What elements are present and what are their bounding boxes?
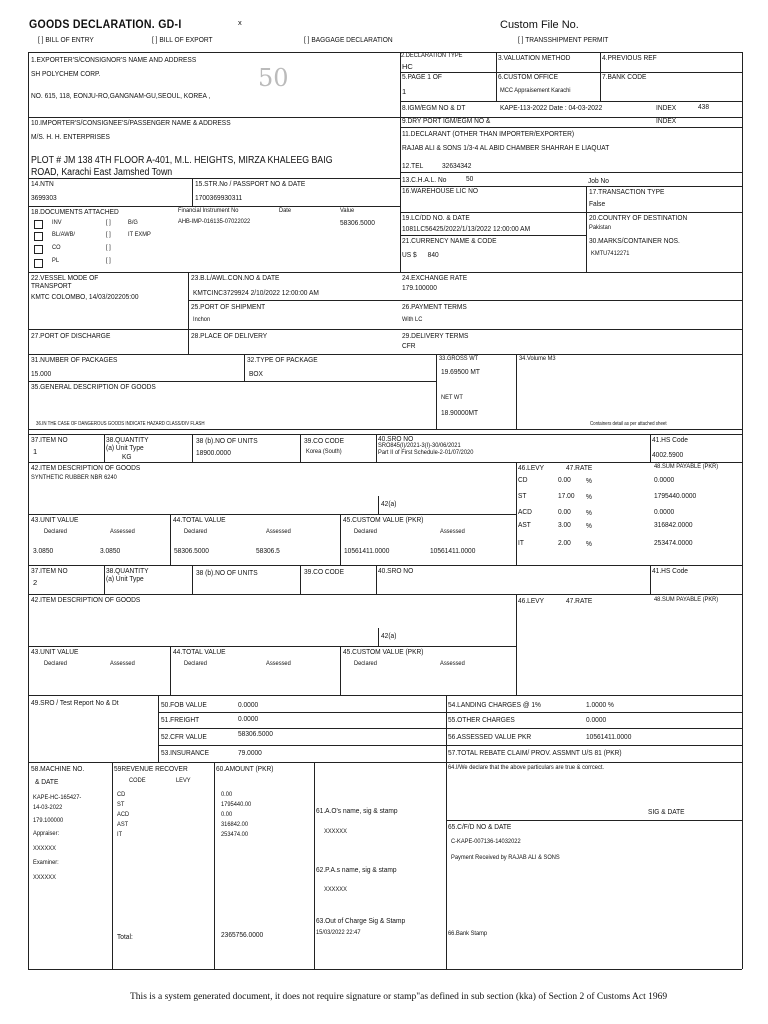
levy-pct: % — [586, 492, 592, 501]
item1-units-value: 18900.0000 — [196, 448, 231, 457]
revenue-amount: 253474.00 — [221, 831, 249, 838]
vessel-label: 22.VESSEL MODE OF TRANSPORT — [31, 273, 99, 290]
fin-date-label: Date — [279, 207, 292, 214]
containers-note: Containers detail as per attached sheet — [590, 421, 667, 427]
levy-sum: 0.0000 — [654, 475, 675, 484]
chal-label: 13.C.H.A.L. No — [402, 175, 447, 184]
item2-tv-assessed-label: Assessed — [266, 660, 291, 667]
revenue-code: ACD — [117, 811, 130, 818]
cfr-label: 52.CFR VALUE — [161, 732, 207, 741]
item1-item-no-value: 1 — [33, 447, 38, 456]
delivery-terms-label: 29.DELIVERY TERMS — [402, 331, 469, 340]
form-title: GOODS DECLARATION. GD-I — [29, 17, 182, 31]
page-of-value: 1 — [402, 87, 407, 96]
item1-quantity-label: 38.QUANTITY — [106, 435, 149, 444]
item2-item-no-value: 2 — [33, 578, 38, 587]
gross-weight-value: 19.69500 MT — [441, 367, 480, 376]
item1-unit-type-label: (a) Unit Type — [106, 443, 144, 452]
importer-address-line2: ROAD, Karachi East Jamshed Town — [31, 167, 173, 178]
fin-value: 58306.5000 — [340, 218, 375, 227]
custom-office-value: MCC Appraisement Karachi — [500, 87, 571, 94]
freight-value: 0.0000 — [238, 714, 259, 723]
revenue-code-label: CODE — [129, 777, 146, 784]
declarant-value: RAJAB ALI & SONS 1/3-4 AL ABID CHAMBER SHAHRAH E LIAQUAT — [402, 143, 610, 152]
sro-test-label: 49.SRO / Test Report No & Dt — [31, 698, 119, 707]
bl-label: 23.B.L/AWL.CON.NO & DATE — [191, 273, 280, 282]
item1-desc-value: SYNTHETIC RUBBER NBR 6240 — [31, 474, 117, 481]
item1-co-value: Korea (South) — [306, 448, 342, 455]
transaction-type-label: 17.TRANSACTION TYPE — [589, 187, 665, 196]
bill-of-export-option[interactable]: [ ] BILL OF EXPORT — [152, 35, 213, 44]
co-checkbox[interactable] — [34, 245, 43, 254]
transshipment-permit-option[interactable]: [ ] TRANSSHIPMENT PERMIT — [518, 35, 609, 44]
amount-label: 60.AMOUNT (PKR) — [216, 764, 274, 773]
levy-pct: % — [586, 539, 592, 548]
assessed-value-label: 56.ASSESSED VALUE PKR — [448, 732, 532, 741]
item2-cv-declared-label: Declared — [354, 660, 377, 667]
fin-instrument-no: AHB-IMP-016135-07022022 — [178, 218, 251, 225]
levy-pct: % — [586, 521, 592, 530]
revenue-code: IT — [117, 831, 123, 838]
item2-uv-assessed-label: Assessed — [110, 660, 135, 667]
machine-no-label: 58.MACHINE NO. — [31, 764, 85, 773]
bl-value: KMTCINC3729924 2/10/2022 12:00:00 AM — [193, 288, 319, 297]
levy-code: CD — [518, 475, 528, 484]
custom-office-label: 6.CUSTOM OFFICE — [498, 72, 559, 81]
declaration-type-label: 2.DECLARATION TYPE — [401, 52, 463, 59]
item1-cv-assessed: 10561411.0000 — [430, 546, 476, 555]
levy-rate: 3.00 — [558, 520, 571, 529]
country-dest-value: Pakistan — [589, 224, 611, 231]
importer-address-line1: PLOT # JM 138 4TH FLOOR A-401, M.L. HEIGHTS, MIRZA KHALEEG BAIG — [31, 155, 333, 166]
levy-sum: 316842.0000 — [654, 520, 693, 529]
revenue-levy-label: LEVY — [176, 777, 191, 784]
levy-code: AST — [518, 520, 531, 529]
igm-value: KAPE-113-2022 Date : 04-03-2022 — [500, 103, 603, 112]
lc-label: 19.LC/DD NO. & DATE — [402, 213, 470, 222]
fob-value: 0.0000 — [238, 700, 259, 709]
chal-value: 50 — [466, 174, 474, 183]
item1-co-label: 39.CO CODE — [304, 436, 344, 445]
payment-terms-value: With LC — [402, 316, 423, 323]
examiner-value: XXXXXX — [33, 874, 56, 881]
currency-value: US $ 840 — [402, 250, 439, 259]
item2-desc-label: 42.ITEM DESCRIPTION OF GOODS — [31, 595, 141, 604]
freight-label: 51.FREIGHT — [161, 715, 200, 724]
item1-uv-assessed-label: Assessed — [110, 528, 135, 535]
pl-checkbox[interactable] — [34, 259, 43, 268]
levy-rate: 0.00 — [558, 475, 571, 484]
revenue-code: ST — [117, 801, 125, 808]
gross-weight-label: 33.GROSS WT — [439, 355, 479, 362]
item2-42a-label: 42(a) — [381, 631, 397, 640]
item2-uv-declared-label: Declared — [44, 660, 67, 667]
baggage-declaration-option[interactable]: [ ] BAGGAGE DECLARATION — [304, 35, 393, 44]
item1-custom-value-label: 45.CUSTOM VALUE (PKR) — [343, 515, 424, 524]
item1-levy-label: 46.LEVY — [518, 463, 545, 472]
item2-hs-label: 41.HS Code — [652, 566, 688, 575]
bank-code-label: 7.BANK CODE — [602, 72, 647, 81]
levy-sum: 1795440.0000 — [654, 491, 697, 500]
port-shipment-value: Inchon — [193, 316, 211, 323]
item1-tv-declared-label: Declared — [184, 528, 207, 535]
dry-port-label: 9.DRY PORT IGM/EGM NO & — [402, 116, 491, 125]
landing-charges-value: 1.0000 % — [586, 700, 614, 709]
country-dest-label: 20.COUNTRY OF DESTINATION — [589, 213, 688, 222]
levy-sum: 253474.0000 — [654, 538, 693, 547]
exporter-address: NO. 615, 118, EONJU-RO,GANGNAM-GU,SEOUL, KOREA , — [31, 91, 211, 100]
hazard-note: 36.IN THE CASE OF DANGEROUS GOODS INDICATE HAZARD CLASS/DIV FLASH — [36, 421, 205, 427]
item2-tv-declared-label: Declared — [184, 660, 207, 667]
igm-index-value: 438 — [698, 102, 710, 111]
examiner-label: Examiner: — [33, 859, 59, 866]
doc-co-label: CO — [52, 244, 61, 251]
revenue-amount: 316842.00 — [221, 821, 249, 828]
sig-date-label: SIG & DATE — [648, 807, 685, 816]
item2-item-no-label: 37.ITEM NO — [31, 566, 68, 575]
tel-label: 12.TEL — [402, 161, 424, 170]
doc-bl-note: IT EXMP — [128, 231, 151, 238]
dry-port-index-label: INDEX — [656, 116, 677, 125]
item1-cv-assessed-label: Assessed — [440, 528, 465, 535]
item1-cv-declared-label: Declared — [354, 528, 377, 535]
payment-terms-label: 26.PAYMENT TERMS — [402, 302, 467, 311]
documents-label: 18.DOCUMENTS ATTACHED — [31, 207, 119, 216]
importer-label: 10.IMPORTER'S/CONSIGNEE'S/PASSENGER NAME & ADDRESS — [31, 118, 231, 127]
revenue-code: CD — [117, 791, 126, 798]
bank-stamp-label: 66.Bank Stamp — [448, 930, 488, 937]
inv-checkbox[interactable] — [34, 220, 43, 229]
exchange-rate-value: 179.100000 — [402, 283, 437, 292]
place-delivery-label: 28.PLACE OF DELIVERY — [191, 331, 268, 340]
item1-hs-value: 4002.5900 — [652, 450, 684, 459]
stamp-number: 50 — [258, 64, 289, 92]
port-shipment-label: 25.PORT OF SHIPMENT — [191, 302, 266, 311]
item1-unit-type-value: KG — [122, 452, 132, 461]
pa-value: XXXXXX — [324, 886, 347, 893]
revenue-amount: 0.00 — [221, 791, 233, 798]
x-mark: x — [238, 18, 242, 27]
job-no-label: Job No — [588, 176, 609, 185]
levy-pct: % — [586, 476, 592, 485]
levy-code: ACD — [518, 507, 532, 516]
transaction-type-value: False — [589, 199, 606, 208]
tel-value: 32634342 — [442, 161, 472, 170]
ntn-label: 14.NTN — [31, 179, 54, 188]
doc-inv-label: INV — [52, 219, 62, 226]
landing-charges-label: 54.LANDING CHARGES @ 1% — [448, 700, 541, 709]
assessed-value: 10561411.0000 — [586, 732, 632, 741]
other-charges-value: 0.0000 — [586, 715, 607, 724]
insurance-label: 53.INSURANCE — [161, 748, 210, 757]
item2-cv-assessed-label: Assessed — [440, 660, 465, 667]
bill-of-entry-option[interactable]: [ ] BILL OF ENTRY — [38, 35, 94, 44]
importer-name: M/S. H. H. ENTERPRISES — [31, 132, 110, 141]
cfd-label: 65.C/F/D NO & DATE — [448, 822, 512, 831]
ao-value: XXXXXX — [324, 828, 347, 835]
rebate-label: 57.TOTAL REBATE CLAIM/ PROV. ASSMNT U/S 81 (PKR) — [448, 748, 622, 757]
item2-sum-label: 48.SUM PAYABLE (PKR) — [654, 596, 719, 603]
item1-uv-declared: 3.0850 — [33, 546, 54, 555]
item1-tv-assessed: 58306.5 — [256, 546, 280, 555]
levy-sum: 0.0000 — [654, 507, 675, 516]
footer-note: This is a system generated document, it does not require signature or stamp"as defined in sub section (kka) of Section 2 of Customs Act 1969 — [130, 992, 668, 1002]
levy-rate: 0.00 — [558, 507, 571, 516]
item2-units-label: 38 (b).NO OF UNITS — [196, 568, 258, 577]
appraiser-value: XXXXXX — [33, 845, 56, 852]
previous-ref-label: 4.PREVIOUS REF — [602, 53, 657, 62]
ntn-value: 3699303 — [31, 193, 57, 202]
item2-sro-label: 40.SRO NO — [378, 566, 414, 575]
doc-inv-bracket[interactable]: [ ] — [106, 219, 111, 226]
strn-label: 15.STR.No / PASSPORT NO & DATE — [195, 179, 306, 188]
item2-custom-value-label: 45.CUSTOM VALUE (PKR) — [343, 647, 424, 656]
cfd-value: C-KAPE-007136-14032022 — [451, 838, 521, 845]
valuation-method-label: 3.VALUATION METHOD — [498, 53, 571, 62]
item1-tv-assessed-label: Assessed — [266, 528, 291, 535]
item1-unit-value-label: 43.UNIT VALUE — [31, 515, 79, 524]
exporter-name: SH POLYCHEM CORP. — [31, 69, 101, 78]
revenue-amount: 1795440.00 — [221, 801, 252, 808]
fob-label: 50.FOB VALUE — [161, 700, 207, 709]
item1-total-value-label: 44.TOTAL VALUE — [173, 515, 226, 524]
revenue-recover-label: 59REVENUE RECOVER — [114, 764, 188, 773]
item1-hs-label: 41.HS Code — [652, 435, 688, 444]
levy-code: IT — [518, 538, 524, 547]
item1-units-label: 38 (b).NO OF UNITS — [196, 436, 258, 445]
fin-instrument-label: Financial Instrument No — [178, 207, 239, 214]
package-type-value: BOX — [249, 369, 263, 378]
ao-label: 61.A.O's name, sig & stamp — [316, 806, 398, 815]
revenue-code: AST — [117, 821, 129, 828]
item2-total-value-label: 44.TOTAL VALUE — [173, 647, 226, 656]
delivery-terms-value: CFR — [402, 341, 416, 350]
doc-pl-label: PL — [52, 257, 59, 264]
item2-co-label: 39.CO CODE — [304, 567, 344, 576]
item1-desc-label: 42.ITEM DESCRIPTION OF GOODS — [31, 463, 141, 472]
fin-value-label: Value — [340, 207, 355, 214]
payment-received: Payment Received by RAJAB ALI & SONS — [451, 854, 560, 861]
currency-label: 21.CURRENCY NAME & CODE — [402, 236, 497, 245]
net-weight-label: NET WT — [441, 394, 463, 401]
appraiser-label: Appraiser: — [33, 830, 60, 837]
item1-tv-declared: 58306.5000 — [174, 546, 209, 555]
item2-unit-value-label: 43.UNIT VALUE — [31, 647, 79, 656]
pa-label: 62.P.A.s name, sig & stamp — [316, 865, 397, 874]
doc-bl-label: BL/AWB/ — [52, 231, 76, 238]
levy-code: ST — [518, 491, 527, 500]
out-of-charge-value: 15/03/2022 22:47 — [316, 929, 361, 936]
item1-uv-declared-label: Declared — [44, 528, 67, 535]
total-value: 2365756.0000 — [221, 930, 264, 939]
doc-co-bracket[interactable]: [ ] — [106, 244, 111, 251]
doc-bl-bracket[interactable]: [ ] — [106, 231, 111, 238]
lc-value: 1081LC56425/2022/1/13/2022 12:00:00 AM — [402, 224, 531, 233]
net-weight-value: 18.90000MT — [441, 408, 479, 417]
item1-cv-declared: 10561411.0000 — [344, 546, 390, 555]
bl-awb-checkbox[interactable] — [34, 232, 43, 241]
item1-sro-line1: SRO845(I)/2021-3(I)-30/06/2021 — [378, 442, 461, 449]
volume-label: 34.Volume M3 — [519, 355, 556, 362]
strn-value: 1700369930311 — [195, 193, 243, 202]
item1-sum-label: 48.SUM PAYABLE (PKR) — [654, 463, 719, 470]
exchange-rate-label: 24.EXCHANGE RATE — [402, 273, 468, 282]
warehouse-label: 16.WAREHOUSE LIC NO — [402, 186, 479, 195]
item1-rate-label: 47.RATE — [566, 463, 593, 472]
item1-uv-assessed: 3.0850 — [100, 546, 121, 555]
page-of-label: 5.PAGE 1 OF — [402, 72, 442, 81]
levy-pct: % — [586, 508, 592, 517]
vessel-value: KMTC COLOMBO, 14/03/202205:00 — [31, 292, 139, 301]
levy-rate: 17.00 — [558, 491, 575, 500]
item2-rate-label: 47.RATE — [566, 596, 593, 605]
doc-pl-bracket[interactable]: [ ] — [106, 257, 111, 264]
port-discharge-label: 27.PORT OF DISCHARGE — [31, 331, 111, 340]
exporter-label: 1.EXPORTER'S/CONSIGNOR'S NAME AND ADDRESS — [31, 55, 197, 64]
declaration-text: 64.I/We declare that the above particulars are true & corrcect. — [448, 764, 605, 771]
item2-quantity-label: 38.QUANTITY — [106, 566, 149, 575]
item1-sro-label: 40.SRO NO — [378, 434, 414, 443]
item1-sro-line2: Part II of First Schedule-2-01/07/2020 — [378, 449, 474, 456]
machine-date-value: 14-03-2022 — [33, 804, 63, 811]
item2-unit-type-label: (a) Unit Type — [106, 574, 144, 583]
machine-no-value: KAPE-HC-165427- — [33, 794, 82, 801]
insurance-value: 79.0000 — [238, 748, 262, 757]
package-type-label: 32.TYPE OF PACKAGE — [247, 355, 318, 364]
machine-date-label: & DATE — [35, 777, 59, 786]
levy-rate: 2.00 — [558, 538, 571, 547]
other-charges-label: 55.OTHER CHARGES — [448, 715, 515, 724]
num-packages-label: 31.NUMBER OF PACKAGES — [31, 355, 118, 364]
out-of-charge-label: 63.Out of Charge Sig & Stamp — [316, 916, 406, 925]
declaration-type-value: HC — [402, 62, 413, 71]
goods-desc-label: 35.GENERAL DESCRIPTION OF GOODS — [31, 382, 156, 391]
igm-index-label: INDEX — [656, 103, 677, 112]
item2-levy-label: 46.LEVY — [518, 596, 545, 605]
item1-item-no-label: 37.ITEM NO — [31, 435, 68, 444]
revenue-amount: 0.00 — [221, 811, 233, 818]
item1-42a-label: 42(a) — [381, 499, 397, 508]
doc-inv-note: B/G — [128, 219, 138, 226]
cfr-value: 58306.5000 — [238, 729, 273, 738]
rate-value: 179.100000 — [33, 817, 64, 824]
declarant-label: 11.DECLARANT (OTHER THAN IMPORTER/EXPORTER) — [402, 129, 575, 138]
marks-label: 30.MARKS/CONTAINER NOS. — [589, 236, 680, 245]
marks-value: KMTU7412271 — [591, 250, 630, 257]
num-packages-value: 15.000 — [31, 369, 52, 378]
custom-file-label: Custom File No. — [500, 19, 579, 31]
total-label: Total: — [117, 932, 133, 941]
igm-label: 8.IGM/EGM NO & DT — [402, 103, 466, 112]
